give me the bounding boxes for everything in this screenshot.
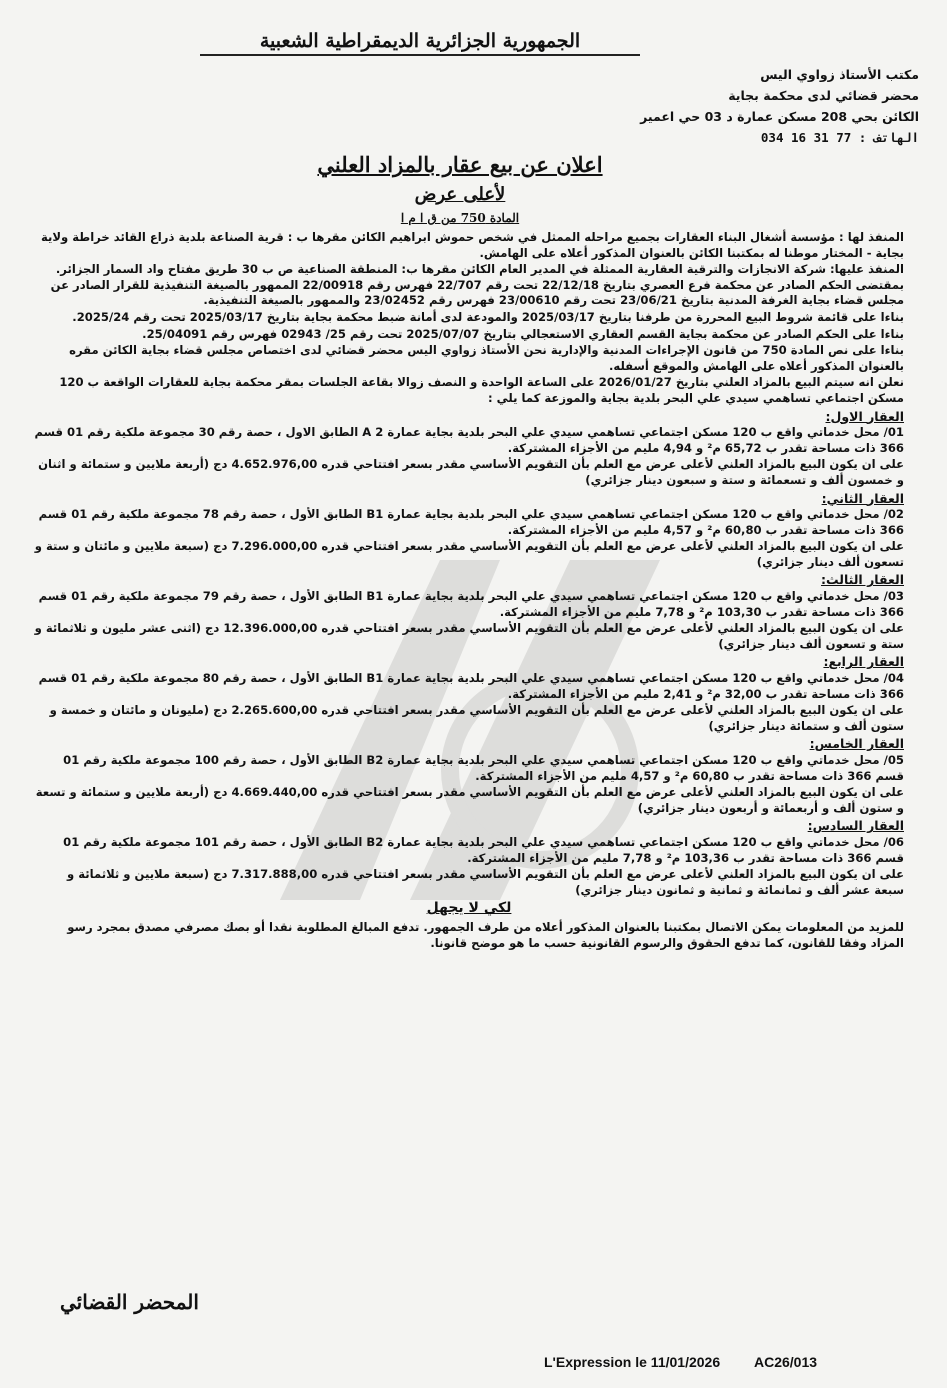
lot-description: 04/ محل خدماتي واقع ب 120 مسكن اجتماعي تساهمي سيدي علي البحر بلدية بجاية عمارة B1 الطابق الأول ، حصة رقم 80 مجموعة ملكية رقم 01 قسم 366 ذات مساحة تقدر ب 32,00 م² و 2,41 مليم من الأجزاء المشتركة. [38, 671, 904, 701]
notice-title-article: المادة 750 من ق ا م ا [400, 211, 520, 225]
lot-description: 01/ محل خدماتي واقع ب 120 مسكن اجتماعي تساهمي سيدي علي البحر بلدية بجاية عمارة A 2 الطابق الاول ، حصة رقم 30 مجموعة ملكية رقم 01 قسم 366 ذات مساحة تقدر ب 65,72 م² و 4,94 مليم من الأجزاء المشتركة. [34, 425, 904, 455]
notice-title-main: اعلان عن بيع عقار بالمزاد العلني [317, 152, 603, 177]
publication-name-date: L'Expression le 11/01/2026 [544, 1354, 721, 1370]
office-line: مكتب الأستاذ زواوي اليس [760, 67, 919, 82]
lot-heading: العقار الثالث: [821, 572, 904, 588]
body-paragraph: المنفذ لها : مؤسسة أشغال البناء العقارات بجميع مراحله الممثل في شخص حموش ابراهيم الكائن مقرها ب : قرية الصناعة بلدية ذراع القائد خراطة ولاية بجاية - المختار موطنا له بمكتبنا الكائن بالعنوان المذكور أعلاه على الهامش. [40, 230, 904, 260]
closing-title: لكي لا يجهل [426, 900, 512, 917]
publication-reference: AC26/013 [754, 1354, 818, 1370]
lot-price: على ان يكون البيع بالمزاد العلني لأعلى عرض مع العلم بأن التقويم الأساسي مقدر بسعر افتتاحي قدره 4.669.440,00 دج (أربعة ملايين و ستمائة و تسعة و ستون ألف و أربعمائة و أربعون دينار جزائري) [35, 785, 904, 815]
lot-heading: العقار السادس: [807, 818, 904, 834]
lot-heading: العقار الرابع: [823, 654, 904, 670]
lot-price: على ان يكون البيع بالمزاد العلني لأعلى عرض مع العلم بأن التقويم الأساسي مقدر بسعر افتتاحي قدره 4.652.976,00 دج (أربعة ملايين و ستمائة و اثنان و خمسون ألف و تسعمائة و ستة و سبعون دينار جزائري) [38, 457, 904, 487]
lot-heading: العقار الثاني: [821, 490, 904, 506]
lot-price: على ان يكون البيع بالمزاد العلني لأعلى عرض مع العلم بأن التقويم الأساسي مقدر بسعر افتتاحي قدره 7.296.000,00 دج (سبعة ملايين و مائتان و ستة و تسعون ألف دينار جزائري) [34, 539, 904, 569]
office-line: محضر قضائي لدى محكمة بجاية [728, 88, 919, 103]
lot-price: على ان يكون البيع بالمزاد العلني لأعلى عرض مع العلم بأن التقويم الأساسي مقدر بسعر افتتاحي قدره 12.396.000,00 دج (اثنى عشر مليون و ثلاثمائة و ستة و تسعون ألف دينار جزائري) [34, 621, 904, 651]
lot-heading: العقار الاول: [825, 408, 904, 424]
body-paragraph: المنفذ عليها: شركة الانجازات والترقية العقارية الممثلة في المدير العام الكائن مقرها ب: المنطقة الصناعية ص ب 30 طريق مفتاح واد السمار الجزائر. بمقتضى الحكم الصادر عن محكمة فرع العصري بتاريخ 22/12/18 تحت رقم 22/707 فهرس رقم 22/00918 الممهور بالصيغة التنفيذية للقرار الصادر عن مجلس قضاء بجاية الغرفة المدنية بتاريخ 23/06/21 تحت رقم 23/00610 فهرس رقم 23/02452 والممهور بالصيغة التنفيذية. [50, 262, 904, 308]
body-paragraph: بناءا على قائمة شروط البيع المحررة من طرفنا بتاريخ 2025/03/17 والمودعة لدى أمانة ضبط محكمة بجاية بتاريخ 2025/03/17 تحت رقم 2025/24. [72, 309, 904, 324]
bailiff-office-block [479, 64, 919, 148]
notice-body [34, 230, 904, 952]
notice-title-sub: لأعلى عرض [414, 184, 506, 205]
closing-text: للمزيد من المعلومات يمكن الاتصال بمكتبنا بالعنوان المذكور أعلاه من طرف الجمهور. تدفع المبالغ المطلوبة نقدا أو بصك مصرفي مصدق بمجرد رسو المزاد وفقا للقانون، كما تدفع الحقوق والرسوم القانونية حسب ما هو موضح قانونا. [67, 919, 904, 950]
lot-price: على ان يكون البيع بالمزاد العلني لأعلى عرض مع العلم بأن التقويم الأساسي مقدر بسعر افتتاحي قدره 2.265.600,00 دج (مليونان و مائتان و خمسة و ستون ألف و ستمائة دينار جزائري) [49, 703, 904, 733]
body-paragraph: بناءا على الحكم الصادر عن محكمة بجاية القسم العقاري الاستعجالي بتاريخ 2025/07/07 تحت رقم 25/ 02943 فهرس رقم 25/04091. [142, 326, 904, 341]
bailiff-signature: المحضر القضائي [60, 1290, 199, 1314]
lot-description: 05/ محل خدماتي واقع ب 120 مسكن اجتماعي تساهمي سيدي علي البحر بلدية بجاية عمارة B2 الطابق الأول ، حصة رقم 100 مجموعة ملكية رقم 01 قسم 366 ذات مساحة تقدر ب 60,80 م² و 4,57 مليم من الأجزاء المشتركة. [63, 753, 904, 783]
lot-price: على ان يكون البيع بالمزاد العلني لأعلى عرض مع العلم بأن التقويم الأساسي مقدر بسعر افتتاحي قدره 7.317.888,00 دج (سبعة ملايين و ثلاثمائة و سبعة عشر ألف و ثمانمائة و ثمانية و ثمانون دينار جزائري) [67, 867, 904, 897]
lot-description: 02/ محل خدماتي واقع ب 120 مسكن اجتماعي تساهمي سيدي علي البحر بلدية بجاية عمارة B1 الطابق الأول ، حصة رقم 78 مجموعة ملكية رقم 01 قسم 366 ذات مساحة تقدر ب 60,80 م² و 4,57 مليم من الأجزاء المشتركة. [38, 507, 904, 537]
publication-footer [544, 1354, 924, 1370]
lot-heading: العقار الخامس: [809, 736, 904, 752]
lot-description: 06/ محل خدماتي واقع ب 120 مسكن اجتماعي تساهمي سيدي علي البحر بلدية بجاية عمارة B2 الطابق الأول ، حصة رقم 101 مجموعة ملكية رقم 01 قسم 366 ذات مساحة تقدر ب 103,36 م² و 7,78 مليم من الأجزاء المشتركة. [63, 834, 904, 865]
body-paragraph: بناءا على نص المادة 750 من قانون الإجراءات المدنية والإدارية نحن الأستاذ زواوي اليس محضر قضائي لدى اختصاص مجلس قضاء بجاية الكائن مقره بالعنوان المذكور أعلاه على الهامش والموقع أسفله. [69, 343, 904, 373]
office-line: الكائن بحي 208 مسكن عمارة د 03 حي اعمير [640, 109, 919, 124]
notice-title [180, 150, 740, 226]
lot-description: 03/ محل خدماتي واقع ب 120 مسكن اجتماعي تساهمي سيدي علي البحر بلدية بجاية عمارة B1 الطابق الأول ، حصة رقم 79 مجموعة ملكية رقم 01 قسم 366 ذات مساحة تقدر ب 103,30 م² و 7,78 مليم من الأجزاء المشتركة. [38, 589, 904, 619]
body-paragraph: نعلن انه سيتم البيع بالمزاد العلني بتاريخ 2026/01/27 على الساعة الواحدة و النصف زوالا بقاعة الجلسات بمقر محكمة بجاية للعقارات الواقعة ب 120 مسكن اجتماعي تساهمي سيدي علي البحر بلدية بجاية والموزعة كما يلي : [59, 375, 904, 405]
republic-header: الجمهورية الجزائرية الديمقراطية الشعبية [200, 30, 640, 56]
office-phone: الهاتف : 77 31 16 034 [760, 130, 919, 145]
